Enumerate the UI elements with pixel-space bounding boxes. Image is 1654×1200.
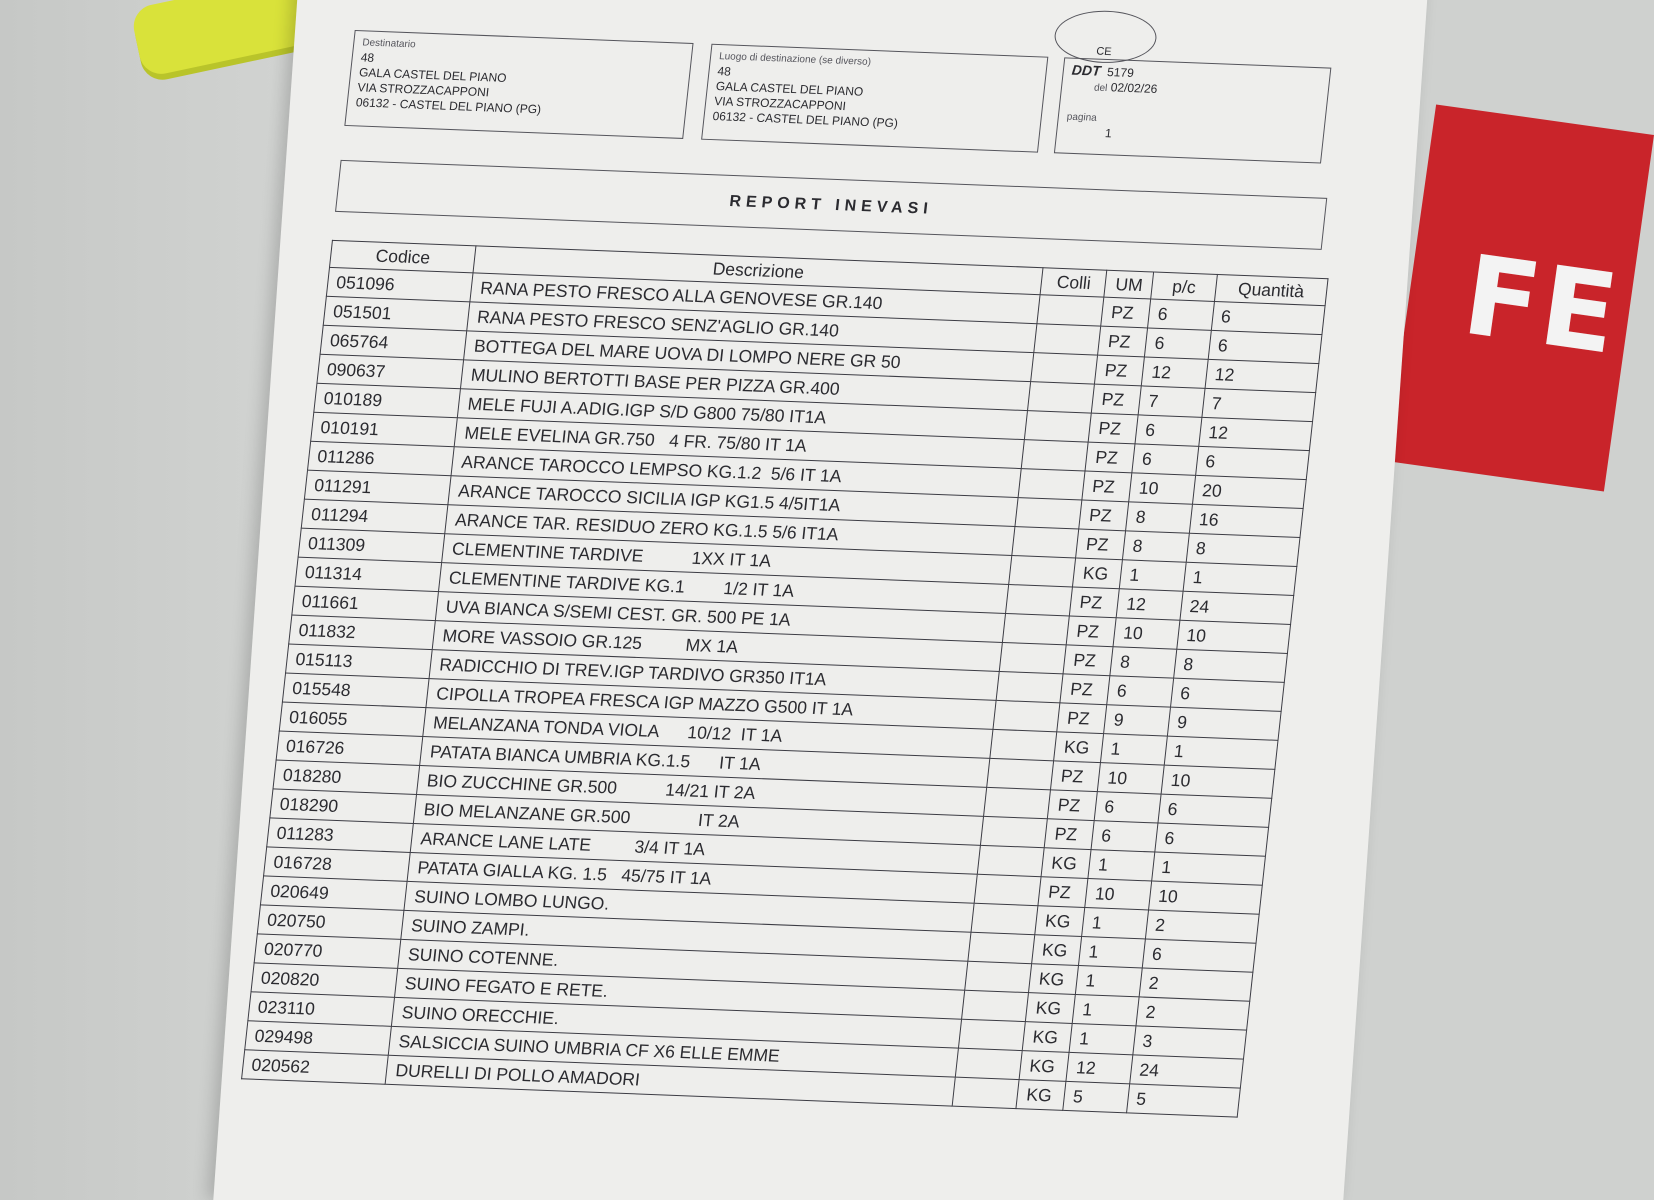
cell-quantity: 2: [1136, 997, 1250, 1030]
cell-um: PZ: [1048, 790, 1098, 821]
cell-description: BIO MELANZANE GR.500 IT 2A: [414, 794, 984, 845]
cell-code: 020562: [242, 1050, 389, 1085]
cell-colli: [1000, 642, 1067, 673]
cell-code: 011832: [289, 615, 436, 650]
cell-description: ARANCE TAR. RESIDUO ZERO KG.1.5 5/6 IT1A: [445, 505, 1015, 556]
cell-code: 015113: [286, 644, 433, 679]
document-sheet: [213, 0, 1430, 1200]
cell-description: RANA PESTO FRESCO ALLA GENOVESE GR.140: [470, 273, 1040, 324]
cell-quantity: 12: [1199, 417, 1313, 450]
cell-description: SUINO LOMBO LUNGO.: [404, 881, 974, 932]
report-title: REPORT INEVASI: [335, 160, 1327, 250]
ddt-label: DDT: [1071, 61, 1102, 79]
document-content: [250, 20, 1412, 1109]
cell-description: BOTTEGA DEL MARE UOVA DI LOMPO NERE GR 50: [464, 331, 1034, 382]
cell-um: KG: [1016, 1080, 1066, 1111]
cell-code: 016726: [276, 731, 423, 766]
cell-description: PATATA GIALLA KG. 1.5 45/75 IT 1A: [408, 852, 978, 903]
cell-code: 011309: [298, 528, 445, 563]
cell-pc: 8: [1123, 531, 1189, 562]
cell-colli: [1034, 324, 1101, 355]
cell-colli: [1025, 411, 1092, 442]
cell-um: KG: [1054, 732, 1104, 763]
cell-colli: [1022, 440, 1089, 471]
cell-code: 018290: [270, 789, 417, 824]
items-table: [241, 240, 1329, 1118]
cell-description: SUINO ORECCHIE.: [392, 997, 962, 1048]
cell-description: RANA PESTO FRESCO SENZ'AGLIO GR.140: [467, 302, 1037, 353]
cell-quantity: 6: [1195, 446, 1309, 479]
cell-pc: 9: [1104, 705, 1170, 736]
cell-pc: 10: [1098, 763, 1164, 794]
cell-pc: 8: [1126, 502, 1192, 533]
cell-code: 020750: [257, 905, 404, 940]
cell-colli: [1012, 527, 1079, 558]
banner-text: FE: [1456, 230, 1627, 380]
cell-description: ARANCE TAROCCO SICILIA IGP KG1.5 4/5IT1A: [448, 476, 1018, 527]
cell-code: 018280: [273, 760, 420, 795]
ddt-number: 5179: [1106, 65, 1135, 81]
cell-quantity: 6: [1158, 794, 1272, 827]
cell-colli: [993, 700, 1060, 731]
cell-colli: [962, 990, 1029, 1021]
cell-quantity: 8: [1173, 649, 1287, 682]
cell-pc: 1: [1079, 937, 1145, 968]
destination-code: 48: [716, 64, 732, 79]
cell-quantity: 9: [1167, 707, 1281, 740]
col-header-pc: p/c: [1151, 272, 1217, 301]
cell-code: 011291: [304, 470, 451, 505]
red-banner: [1386, 104, 1654, 491]
ddt-date: 02/02/26: [1110, 80, 1159, 97]
cell-description: RADICCHIO DI TREV.IGP TARDIVO GR350 IT1A: [430, 650, 1000, 701]
cell-code: 051501: [323, 296, 470, 331]
cell-quantity: 6: [1170, 678, 1284, 711]
cell-um: PZ: [1079, 500, 1129, 531]
cell-um: PZ: [1095, 355, 1145, 386]
cell-description: CLEMENTINE TARDIVE KG.1 1/2 IT 1A: [439, 563, 1009, 614]
cell-colli: [968, 932, 1035, 963]
cell-code: 011661: [292, 586, 439, 621]
cell-quantity: 20: [1192, 475, 1306, 508]
cell-code: 090637: [317, 354, 464, 389]
cell-pc: 12: [1142, 357, 1208, 388]
cell-um: KG: [1020, 1051, 1070, 1082]
cell-pc: 10: [1129, 473, 1195, 504]
cell-description: MELE EVELINA GR.750 4 FR. 75/80 IT 1A: [455, 418, 1025, 469]
cell-quantity: 10: [1161, 765, 1275, 798]
cell-colli: [1037, 295, 1104, 326]
cell-description: SUINO COTENNE.: [398, 939, 968, 990]
cell-pc: 6: [1094, 792, 1160, 823]
cell-code: 020649: [260, 876, 407, 911]
cell-quantity: 10: [1148, 881, 1262, 914]
cell-um: PZ: [1098, 326, 1148, 357]
cell-code: 011286: [308, 441, 455, 476]
cell-colli: [974, 874, 1041, 905]
cell-um: PZ: [1082, 471, 1132, 502]
col-header-description: Descrizione: [473, 246, 1043, 295]
recipient-name: GALA CASTEL DEL PIANO: [358, 65, 508, 85]
cell-um: PZ: [1067, 616, 1117, 647]
cell-colli: [1031, 353, 1098, 384]
cell-code: 065764: [320, 325, 467, 360]
cell-description: DURELLI DI POLLO AMADORI: [386, 1055, 956, 1106]
cell-colli: [965, 961, 1032, 992]
page-label: pagina: [1066, 111, 1098, 124]
destination-name: GALA CASTEL DEL PIANO: [715, 79, 865, 99]
cell-pc: 6: [1132, 444, 1198, 475]
cell-code: 010191: [311, 412, 458, 447]
cell-quantity: 24: [1180, 591, 1294, 624]
cell-pc: 10: [1113, 618, 1179, 649]
cell-description: SALSICCIA SUINO UMBRIA CF X6 ELLE EMME: [389, 1026, 959, 1077]
cell-pc: 1: [1120, 560, 1186, 591]
cell-pc: 10: [1085, 879, 1151, 910]
cell-colli: [1028, 382, 1095, 413]
cell-quantity: 1: [1151, 852, 1265, 885]
cell-pc: 6: [1091, 821, 1157, 852]
cell-um: PZ: [1085, 442, 1135, 473]
cell-code: 011283: [267, 818, 414, 853]
cell-um: PZ: [1101, 297, 1151, 328]
cell-colli: [1015, 498, 1082, 529]
recipient-code: 48: [360, 50, 375, 65]
cell-description: MELANZANA TONDA VIOLA 10/12 IT 1A: [423, 708, 993, 759]
cell-colli: [990, 729, 1057, 760]
cell-um: KG: [1042, 848, 1092, 879]
cell-code: 015548: [282, 673, 429, 708]
ddt-date-label: del: [1093, 82, 1108, 95]
cell-colli: [1003, 613, 1070, 644]
cell-pc: 12: [1066, 1052, 1132, 1083]
cell-description: SUINO FEGATO E RETE.: [395, 968, 965, 1019]
cell-um: PZ: [1092, 384, 1142, 415]
cell-um: KG: [1032, 935, 1082, 966]
cell-colli: [1009, 556, 1076, 587]
stamp-seal: [1052, 9, 1159, 65]
destination-city: 06132 - CASTEL DEL PIANO (PG): [711, 109, 899, 131]
cell-description: CIPOLLA TROPEA FRESCA IGP MAZZO G500 IT 1A: [426, 679, 996, 730]
cell-um: PZ: [1045, 819, 1095, 850]
cell-description: MORE VASSOIO GR.125 MX 1A: [433, 621, 1003, 672]
cell-quantity: 6: [1211, 301, 1325, 334]
cell-colli: [1018, 469, 1085, 500]
cell-um: PZ: [1057, 703, 1107, 734]
cell-pc: 6: [1135, 415, 1201, 446]
cell-code: 016728: [264, 847, 411, 882]
cell-colli: [987, 758, 1054, 789]
cell-pc: 7: [1138, 386, 1204, 417]
cell-pc: 1: [1088, 850, 1154, 881]
cell-um: PZ: [1051, 761, 1101, 792]
table-body: [242, 267, 1325, 1117]
cell-quantity: 1: [1164, 736, 1278, 769]
cell-quantity: 1: [1183, 562, 1297, 595]
cell-quantity: 2: [1139, 968, 1253, 1001]
recipient-street: VIA STROZZACAPPONI: [356, 80, 490, 100]
page-number: 1: [1104, 126, 1113, 141]
cell-description: UVA BIANCA S/SEMI CEST. GR. 500 PE 1A: [436, 592, 1006, 643]
cell-pc: 6: [1148, 299, 1214, 330]
cell-colli: [984, 787, 1051, 818]
cell-um: KG: [1023, 1022, 1073, 1053]
seal-text: CE: [1095, 45, 1113, 59]
cell-colli: [953, 1077, 1020, 1108]
cell-code: 011294: [301, 499, 448, 534]
cell-quantity: 6: [1155, 823, 1269, 856]
cell-quantity: 3: [1133, 1026, 1247, 1059]
cell-um: KG: [1029, 964, 1079, 995]
cell-quantity: 5: [1126, 1084, 1240, 1117]
cell-colli: [996, 671, 1063, 702]
cell-colli: [959, 1019, 1026, 1050]
cell-description: MELE FUJI A.ADIG.IGP S/D G800 75/80 IT1A: [458, 389, 1028, 440]
cell-colli: [978, 845, 1045, 876]
cell-code: 011314: [295, 557, 442, 592]
recipient-label: Destinatario: [361, 37, 417, 51]
cell-pc: 1: [1069, 1023, 1135, 1054]
cell-code: 029498: [245, 1021, 392, 1056]
cell-pc: 1: [1082, 908, 1148, 939]
cell-um: KG: [1026, 993, 1076, 1024]
cell-code: 016055: [279, 702, 426, 737]
cell-colli: [1006, 585, 1073, 616]
cell-pc: 6: [1107, 676, 1173, 707]
cell-quantity: 6: [1142, 939, 1256, 972]
cell-quantity: 12: [1205, 359, 1319, 392]
cell-pc: 1: [1076, 965, 1142, 996]
recipient-city: 06132 - CASTEL DEL PIANO (PG): [355, 95, 542, 117]
cell-pc: 1: [1101, 734, 1167, 765]
cell-description: MULINO BERTOTTI BASE PER PIZZA GR.400: [461, 360, 1031, 411]
cell-um: KG: [1035, 906, 1085, 937]
cell-um: PZ: [1060, 674, 1110, 705]
cell-description: CLEMENTINE TARDIVE 1XX IT 1A: [442, 534, 1012, 585]
cell-quantity: 16: [1189, 504, 1303, 537]
cell-description: BIO ZUCCHINE GR.500 14/21 IT 2A: [417, 766, 987, 817]
cell-quantity: 24: [1129, 1055, 1243, 1088]
cell-colli: [981, 816, 1048, 847]
cell-colli: [971, 903, 1038, 934]
cell-um: PZ: [1089, 413, 1139, 444]
cell-description: PATATA BIANCA UMBRIA KG.1.5 IT 1A: [420, 737, 990, 788]
cell-um: PZ: [1076, 529, 1126, 560]
cell-description: ARANCE LANE LATE 3/4 IT 1A: [411, 823, 981, 874]
cell-quantity: 8: [1186, 533, 1300, 566]
destination-street: VIA STROZZACAPPONI: [713, 94, 847, 114]
cell-code: 020770: [254, 934, 401, 969]
cell-um: PZ: [1064, 645, 1114, 676]
ddt-box: [1054, 57, 1331, 163]
cell-quantity: 7: [1202, 388, 1316, 421]
cell-um: PZ: [1070, 587, 1120, 618]
cell-pc: 5: [1063, 1081, 1129, 1112]
cell-description: SUINO ZAMPI.: [401, 910, 971, 961]
recipient-box: [344, 30, 693, 139]
col-header-quantity: Quantità: [1214, 274, 1328, 305]
cell-um: KG: [1073, 558, 1123, 589]
cell-quantity: 10: [1177, 620, 1291, 653]
cell-quantity: 2: [1145, 910, 1259, 943]
col-header-colli: Colli: [1040, 268, 1107, 297]
destination-label: Luogo di destinazione (se diverso): [718, 51, 872, 68]
cell-quantity: 6: [1208, 330, 1322, 363]
destination-box: [701, 44, 1048, 153]
cell-colli: [956, 1048, 1023, 1079]
cell-pc: 6: [1145, 328, 1211, 359]
cell-code: 051096: [326, 267, 473, 302]
cell-um: PZ: [1038, 877, 1088, 908]
cell-code: 010189: [314, 383, 461, 418]
cell-pc: 1: [1073, 994, 1139, 1025]
cell-pc: 8: [1110, 647, 1176, 678]
col-header-um: UM: [1104, 270, 1154, 299]
cell-code: 023110: [248, 992, 395, 1027]
cell-code: 020820: [251, 963, 398, 998]
cell-pc: 12: [1116, 589, 1182, 620]
cell-description: ARANCE TAROCCO LEMPSO KG.1.2 5/6 IT 1A: [452, 447, 1022, 498]
col-header-code: Codice: [330, 240, 477, 273]
